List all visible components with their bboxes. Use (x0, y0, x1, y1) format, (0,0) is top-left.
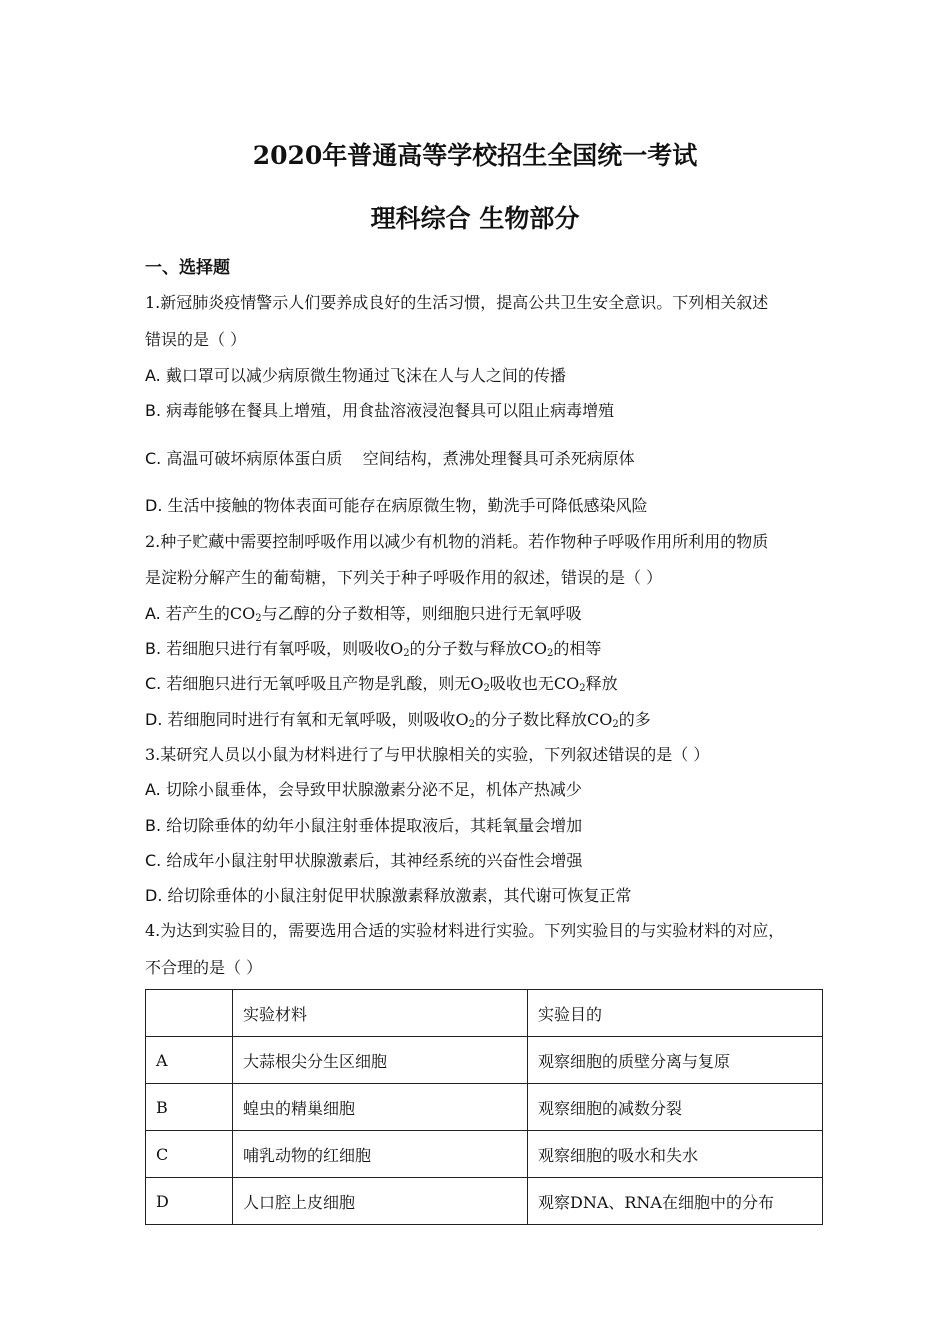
q2-option-a (145, 604, 582, 624)
table-cell: 人口腔上皮细胞 (233, 1178, 528, 1225)
option-label: C. (145, 851, 162, 870)
option-text: 给成年小鼠注射甲状腺激素后，其神经系统的兴奋性会增强 (166, 851, 583, 870)
option-text: 的分子数与释放CO (409, 639, 548, 658)
option-text: 若细胞同时进行有氧和无氧呼吸，则吸收O (167, 710, 469, 729)
option-label: D. (145, 886, 163, 905)
table-cell: 大蒜根尖分生区细胞 (233, 1037, 528, 1084)
option-text: 吸收也无CO (489, 674, 580, 693)
table-cell: 蝗虫的精巢细胞 (233, 1084, 528, 1131)
option-label: D. (145, 710, 163, 729)
experiment-table (145, 989, 823, 1225)
option-label: D. (145, 496, 163, 515)
option-label: B. (145, 816, 162, 835)
q1-option-d (145, 496, 648, 516)
q1-stem-line2: 错误的是（ ） (145, 330, 247, 349)
subscript: 2 (547, 648, 554, 659)
option-text: 释放 (585, 674, 618, 693)
option-text: 给切除垂体的小鼠注射促甲状腺激素释放激素，其代谢可恢复正常 (167, 886, 632, 905)
q2-option-c (145, 674, 618, 694)
section-heading: 一、选择题 (145, 258, 230, 278)
table-header-row (146, 990, 823, 1037)
option-text: 病毒能够在餐具上增殖，用食盐溶液浸泡餐具可以阻止病毒增殖 (166, 401, 615, 420)
option-text: 若产生的CO (165, 604, 256, 623)
table-cell: 观察细胞的吸水和失水 (528, 1131, 823, 1178)
subscript: 2 (579, 683, 586, 694)
option-label: A. (145, 780, 161, 799)
option-text: 高温可破坏病原体蛋白质 空间结构，煮沸处理餐具可杀死病原体 (166, 449, 635, 468)
q2-stem-line1: 2.种子贮藏中需要控制呼吸作用以减少有机物的消耗。若作物种子呼吸作用所利用的物质 (145, 532, 769, 551)
subscript: 2 (612, 719, 619, 730)
q2-option-d (145, 710, 651, 730)
q3-option-b (145, 816, 582, 836)
option-label: A. (145, 604, 161, 623)
option-text: 的分子数比释放CO (475, 710, 613, 729)
table-row (146, 1037, 823, 1084)
option-text: 的相等 (553, 639, 602, 658)
table-cell: 哺乳动物的红细胞 (233, 1131, 528, 1178)
option-text: 若细胞只进行有氧呼吸，则吸收O (166, 639, 404, 658)
table-cell: D (146, 1178, 233, 1225)
option-label: C. (145, 449, 162, 468)
q3-stem: 3.某研究人员以小鼠为材料进行了与甲状腺相关的实验，下列叙述错误的是（ ） (145, 745, 710, 764)
table-cell: A (146, 1037, 233, 1084)
exam-title: 2020年普通高等学校招生全国统一考试 (252, 141, 698, 170)
option-text: 与乙醇的分子数相等，则细胞只进行无氧呼吸 (261, 604, 582, 623)
option-label: B. (145, 639, 162, 658)
table-cell: B (146, 1084, 233, 1131)
table-cell: 观察DNA、RNA在细胞中的分布 (528, 1178, 823, 1225)
exam-subtitle: 理科综合 生物部分 (370, 204, 580, 233)
subscript: 2 (468, 719, 475, 730)
option-text: 戴口罩可以减少病原微生物通过飞沫在人与人之间的传播 (165, 366, 566, 385)
table-header-cell: 实验目的 (528, 990, 823, 1037)
q4-stem-line1: 4.为达到实验目的，需要选用合适的实验材料进行实验。下列实验目的与实验材料的对应， (145, 921, 785, 940)
table-row (146, 1084, 823, 1131)
subscript: 2 (255, 613, 262, 624)
q3-option-c (145, 851, 582, 871)
q2-option-b (145, 639, 601, 659)
table-row (146, 1131, 823, 1178)
q1-option-b (145, 401, 614, 421)
table-cell: C (146, 1131, 233, 1178)
option-text: 生活中接触的物体表面可能存在病原微生物，勤洗手可降低感染风险 (167, 496, 648, 515)
table-header-cell: 实验材料 (233, 990, 528, 1037)
option-text: 若细胞只进行无氧呼吸且产物是乳酸，则无O (166, 674, 484, 693)
q3-option-a (145, 780, 582, 800)
subscript: 2 (403, 648, 410, 659)
q2-stem-line2: 是淀粉分解产生的葡萄糖，下列关于种子呼吸作用的叙述，错误的是（ ） (145, 568, 663, 587)
table-row (146, 1178, 823, 1225)
table-cell: 观察细胞的质壁分离与复原 (528, 1037, 823, 1084)
subscript: 2 (483, 683, 490, 694)
option-text: 给切除垂体的幼年小鼠注射垂体提取液后，其耗氧量会增加 (166, 816, 583, 835)
option-text: 的多 (618, 710, 651, 729)
q1-option-a (145, 366, 566, 386)
option-label: C. (145, 674, 162, 693)
option-label: A. (145, 366, 161, 385)
q4-stem-line2: 不合理的是（ ） (145, 958, 263, 977)
table-header-cell (146, 990, 233, 1037)
option-label: B. (145, 401, 162, 420)
q1-option-c (145, 449, 635, 469)
q3-option-d (145, 886, 632, 906)
option-text: 切除小鼠垂体，会导致甲状腺激素分泌不足，机体产热减少 (165, 780, 582, 799)
table-cell: 观察细胞的减数分裂 (528, 1084, 823, 1131)
q1-stem-line1: 1.新冠肺炎疫情警示人们要养成良好的生活习惯，提高公共卫生安全意识。下列相关叙述 (145, 293, 769, 312)
